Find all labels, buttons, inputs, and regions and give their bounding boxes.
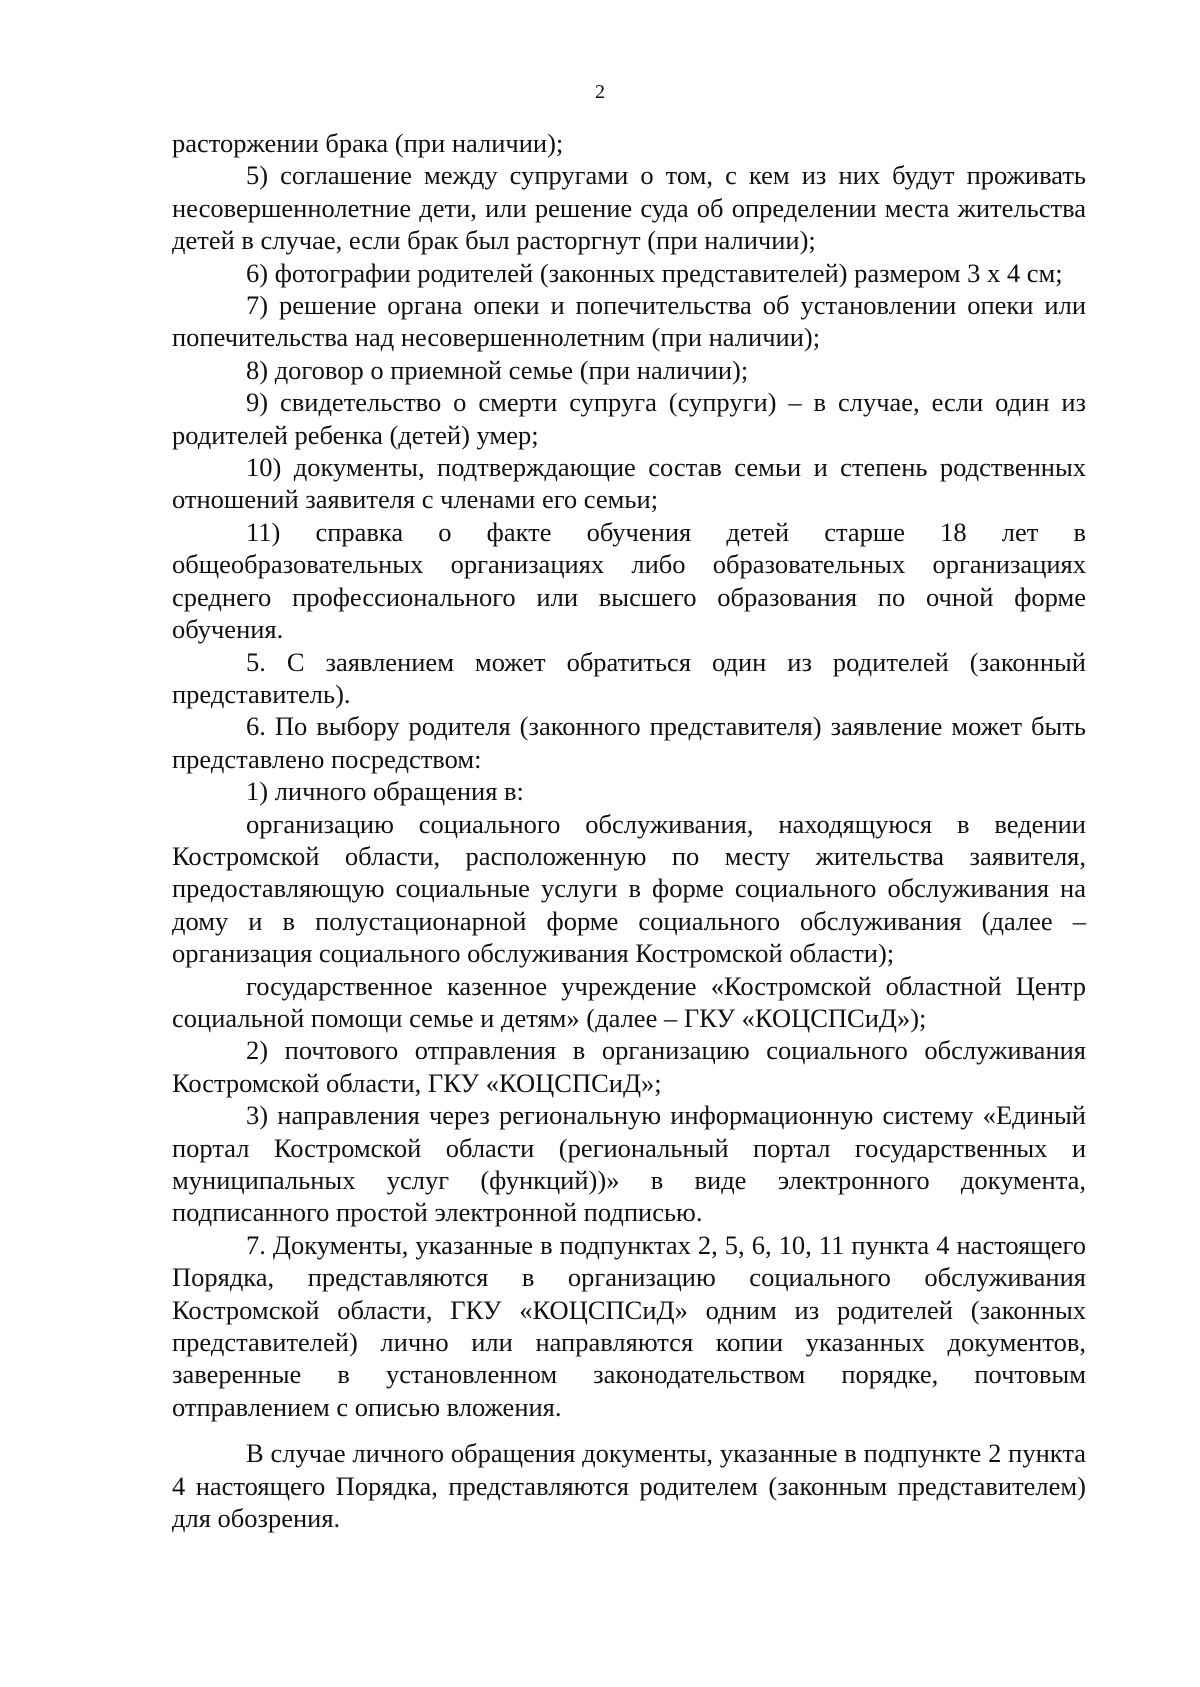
clause-6-subitem-2: 2) почтового отправления в организацию социального обслуживания Костромской области, ГКУ «КОЦСПСиД»; [172, 1035, 1086, 1098]
list-item-6: 6) фотографии родителей (законных представителей) размером 3 х 4 см; [246, 257, 1063, 288]
list-item-11: 11) справка о факте обучения детей старше 18 лет в общеобразовательных организациях либо образовательных организациях среднего профессионального или высшего образования по очной форме обучения. [172, 516, 1086, 645]
clause-6: 6. По выбору родителя (законного представителя) заявление может быть представлено посредством: [172, 711, 1086, 774]
clause-6-subitem-1: 1) личного обращения в: [246, 776, 524, 807]
clause-6-organization: организацию социального обслуживания, находящуюся в ведении Костромской области, расположенную по месту жительства заявителя, предоставляющую социальные услуги в форме социального обслуживания на дому и в полустационарной форме социального обслуживания (далее – организация социального обслуживания Костромской области); [172, 808, 1086, 969]
clause-7: 7. Документы, указанные в подпунктах 2, 5, 6, 10, 11 пункта 4 настоящего Порядка, представляются в организацию социального обслуживания Костромской области, ГКУ «КОЦСПСиД» одним из родителей (законных представителей) лично или направляются копии указанных документов, заверенные в установленном законодательством порядке, почтовым отправлением с описью вложения. [172, 1229, 1086, 1422]
clause-6-state-institution: государственное казенное учреждение «Костромской областной Центр социальной помощи семье и детям» (далее – ГКУ «КОЦСПСиД»); [172, 970, 1086, 1033]
clause-6-subitem-3: 3) направления через региональную информационную систему «Единый портал Костромской области (региональный портал государственных и муниципальных услуг (функций))» в виде электронного документа, подписанного простой электронной подписью. [172, 1100, 1086, 1228]
paragraph-continuation: расторжении брака (при наличии); [172, 128, 564, 158]
list-item-10: 10) документы, подтверждающие состав семьи и степень родственных отношений заявителя с членами его семьи; [172, 452, 1086, 515]
list-item-7: 7) решение органа опеки и попечительства об установлении опеки или попечительства над несовершеннолетним (при наличии); [172, 290, 1086, 353]
list-item-8: 8) договор о приемной семье (при наличии); [246, 354, 749, 385]
list-item-5: 5) соглашение между супругами о том, с кем из них будут проживать несовершеннолетние дети, или решение суда об определении места жительства детей в случае, если брак был расторгнут (при наличии); [172, 160, 1086, 256]
document-body [172, 127, 1086, 1534]
list-item-9: 9) свидетельство о смерти супруга (супруги) – в случае, если один из родителей ребенка (детей) умер; [172, 387, 1086, 450]
clause-5: 5. С заявлением может обратиться один из родителей (законный представитель). [172, 646, 1086, 709]
page-number: 2 [595, 81, 605, 103]
clause-7-continuation: В случае личного обращения документы, указанные в подпункте 2 пункта 4 настоящего Порядка, представляются родителем (законным представителем) для обозрения. [172, 1438, 1086, 1534]
